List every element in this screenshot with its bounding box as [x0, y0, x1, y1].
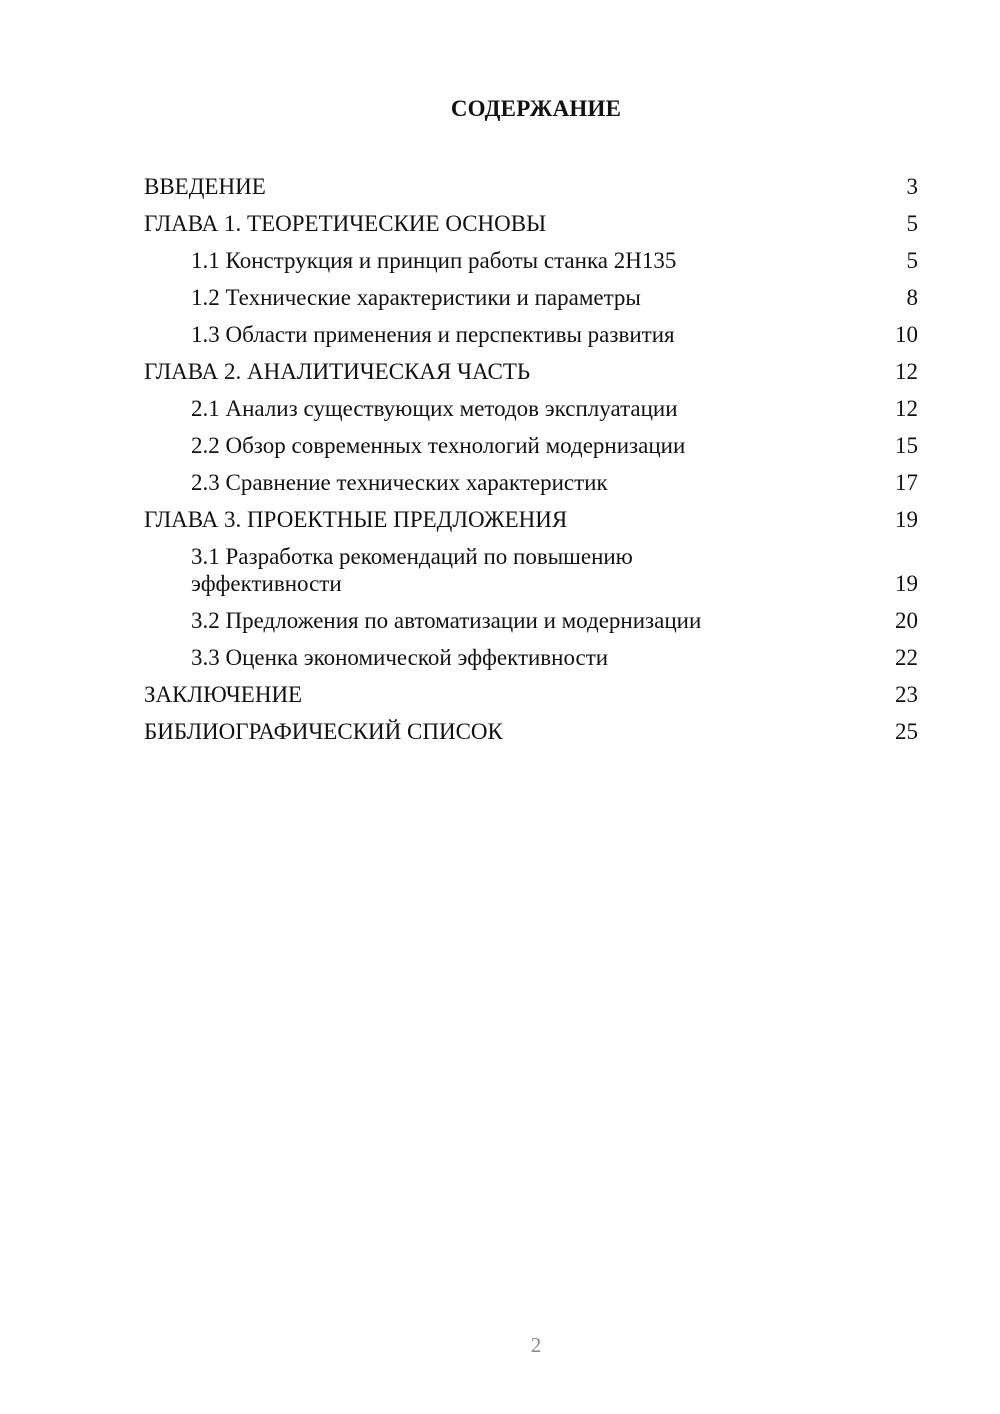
- toc-entry[interactable]: [144, 316, 918, 353]
- toc-entry-text: 2.2 Обзор современных технологий модернизации: [191, 433, 686, 458]
- page-number: 2: [530, 1333, 542, 1357]
- toc-entry-text: ЗАКЛЮЧЕНИЕ: [144, 682, 303, 707]
- toc-entry-text: ГЛАВА 3. ПРОЕКТНЫЕ ПРЕДЛОЖЕНИЯ: [144, 507, 568, 532]
- toc-entry[interactable]: [144, 427, 918, 464]
- toc-entry-text: ГЛАВА 1. ТЕОРЕТИЧЕСКИЕ ОСНОВЫ: [144, 211, 547, 236]
- toc-entry[interactable]: [144, 168, 918, 205]
- toc-entry-page: 3: [906, 174, 918, 199]
- toc-entry[interactable]: [144, 205, 918, 242]
- toc-entry[interactable]: [144, 353, 918, 390]
- toc-entry-text: ГЛАВА 2. АНАЛИТИЧЕСКАЯ ЧАСТЬ: [144, 359, 531, 384]
- toc-entry[interactable]: [144, 464, 918, 501]
- toc-entry[interactable]: [144, 501, 918, 538]
- toc-entry-text: 3.3 Оценка экономической эффективности: [191, 645, 609, 670]
- toc-entry[interactable]: [144, 279, 918, 316]
- toc-entry-text: 1.1 Конструкция и принцип работы станка 2Н135: [191, 248, 677, 273]
- toc-entry-page: 25: [895, 719, 918, 744]
- toc-entry-page: 15: [895, 433, 918, 458]
- toc-entry[interactable]: [144, 602, 918, 639]
- toc-entry-page: 8: [906, 285, 918, 310]
- toc-entry[interactable]: [144, 676, 918, 713]
- toc-entry-page: 5: [906, 248, 918, 273]
- toc-entry-text: 1.3 Области применения и перспективы развития: [191, 322, 675, 347]
- toc-entry[interactable]: [144, 242, 918, 279]
- toc-entry-text: 3.2 Предложения по автоматизации и модернизации: [191, 608, 702, 633]
- toc-entry-page: 12: [895, 359, 918, 384]
- toc-entry[interactable]: [144, 390, 918, 427]
- toc-entry[interactable]: [144, 639, 918, 676]
- toc-entry-page: 17: [895, 470, 918, 495]
- toc-entry-page: 20: [895, 608, 918, 633]
- toc-title: СОДЕРЖАНИЕ: [450, 96, 622, 121]
- toc-entry-page: 10: [895, 322, 918, 347]
- toc-entry-page: 23: [895, 682, 918, 707]
- toc-entry-page: 5: [906, 211, 918, 236]
- toc-entry-text: ВВЕДЕНИЕ: [144, 174, 266, 199]
- toc-entry-text: 3.1 Разработка рекомендаций по повышению эффективности: [191, 544, 633, 596]
- toc-entry-page: 22: [895, 645, 918, 670]
- toc-entry[interactable]: [144, 538, 918, 602]
- toc-entry-page: 19: [895, 571, 918, 596]
- toc-entry-text: 1.2 Технические характеристики и параметры: [191, 285, 641, 310]
- toc-entry-text: БИБЛИОГРАФИЧЕСКИЙ СПИСОК: [144, 719, 503, 744]
- toc-entry-text: 2.1 Анализ существующих методов эксплуатации: [191, 396, 678, 421]
- toc-entry-text: 2.3 Сравнение технических характеристик: [191, 470, 608, 495]
- toc-entry[interactable]: [144, 713, 918, 750]
- toc-entry-page: 19: [895, 507, 918, 532]
- toc-entry-page: 12: [895, 396, 918, 421]
- table-of-contents: [144, 168, 918, 750]
